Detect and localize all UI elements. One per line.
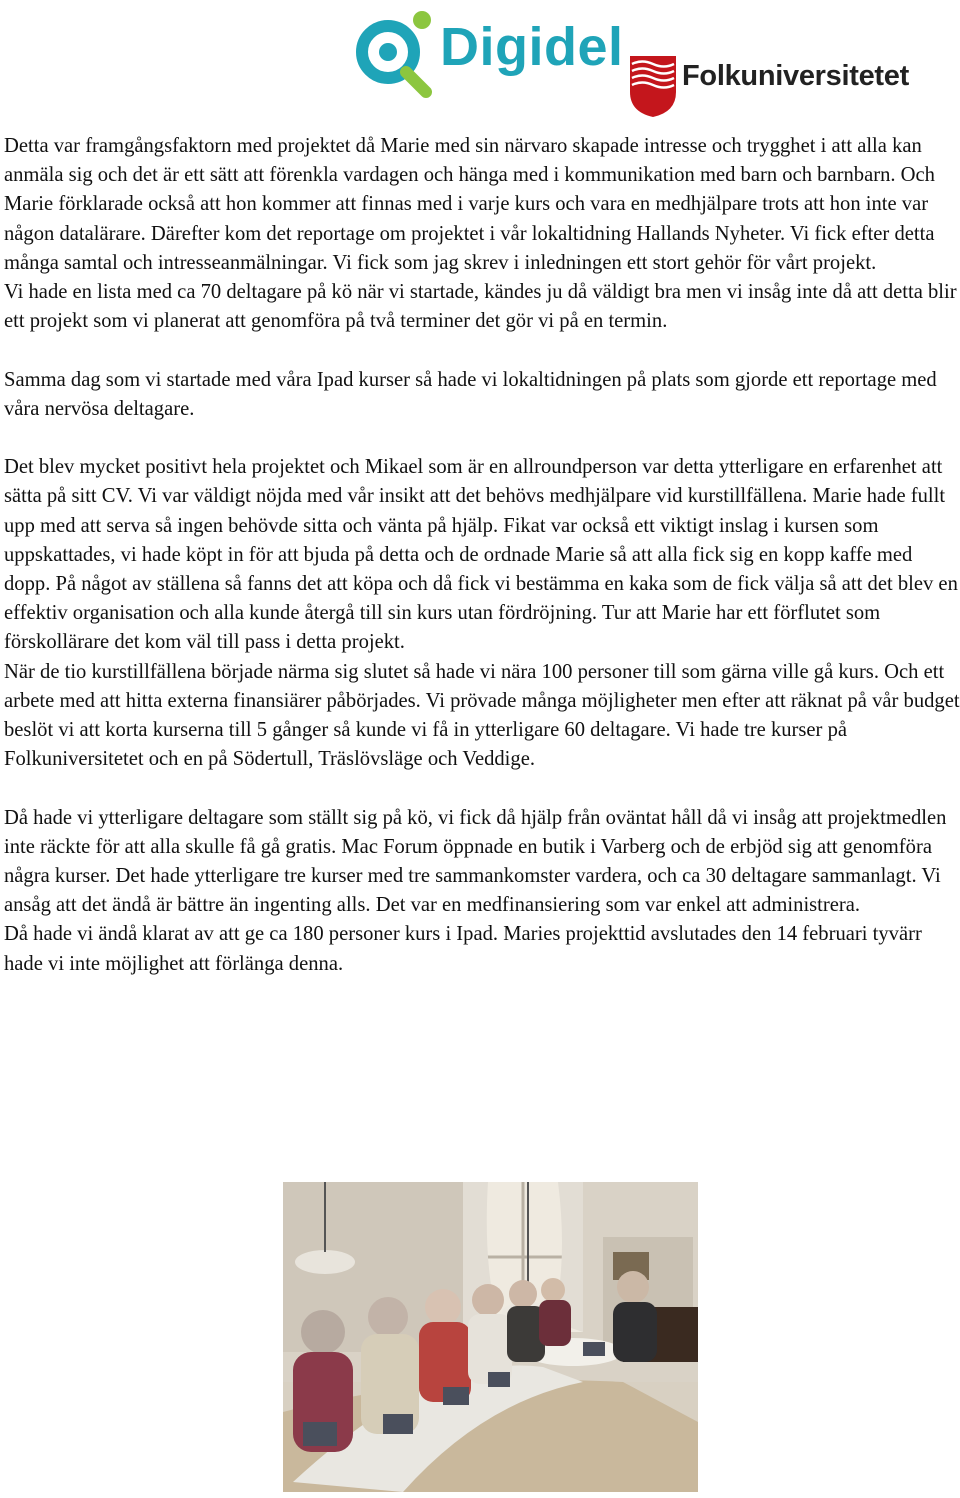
folkuniversitetet-logo — [628, 54, 948, 120]
course-photo-illustration — [283, 1182, 698, 1492]
paragraph: Då hade vi ytterligare deltagare som ställt sig på kö, vi fick då hjälp från oväntat håll då vi insåg att projektmedlen inte räckte för att alla skulle få gå gratis. Mac Forum öppnade en butik i Varberg och de erbjöd sig att genomföra några kurser. Det hade ytterligare tre kurser med tre sammankomster vardera, och ca 30 deltagare sammanlagt. Vi ansåg att det ändå är bättre än ingenting alls. Det var en medfinansiering som var enkel att administrera. — [4, 806, 947, 917]
paragraph: När de tio kurstillfällena började närma sig slutet så hade vi nära 100 personer till som gärna ville gå kurs. Och ett arbete med att hitta externa finansiärer påbörjades. Vi prövade många möjligheter men efter att räknat på vår budget beslöt vi att korta kurserna till 5 gånger så kunde vi få in ytterligare 60 deltagare. Vi hade tre kurser på Folkuniversitetet och en på Södertull, Träslövsläge och Veddige. — [4, 660, 960, 771]
document-body — [4, 132, 960, 979]
paragraph: Detta var framgångsfaktorn med projektet då Marie med sin närvaro skapade intresse och trygghet i att alla kan anmäla sig och det är ett sätt att förenkla vardagen och hänga med i kommunikation med barn och barnbarn. Och Marie förklarade också att hon kommer att finnas med i varje kurs och vara en medhjälpare trots att hon inte var någon datalärare. Därefter kom det reportage om projektet i vår lokaltidning Hallands Nyheter. Vi fick efter detta många samtal och intresseanmälningar. Vi fick som jag skrev i inledningen ett stort gehör för vårt projekt. — [4, 135, 935, 274]
paragraph: Samma dag som vi startade med våra Ipad kurser så hade vi lokaltidningen på plats som gjorde ett reportage med våra nervösa deltagare. — [4, 368, 937, 420]
digidel-logo — [350, 8, 624, 100]
paragraph: Det blev mycket positivt hela projektet och Mikael som är en allroundperson var detta ytterligare en erfarenhet att sätta på sitt CV. Vi var väldigt nöjda med vår insikt att det behövs medhjälpare vid kurstillfällena. Marie hade fullt upp med att serva så ingen behövde sitta och vänta på hjälp. Fikat var också ett viktigt inslag i kursen som uppskattades, vi hade köpt in för att bjuda på detta och de ordnade Marie så att alla fick sig en kopp kaffe med dopp. På något av ställena så fanns det att köpa och då fick vi bestämma en kaka som de fick välja så att det blev en effektiv organisation och alla kunde återgå till sin kurs utan fördröjning. Tur att Marie har ett förflutet som förskollärare det kom väl till pass i detta projekt. — [4, 456, 958, 654]
folkuniversitetet-logo-text: Folkuniversitetet — [682, 60, 909, 92]
digidel-logo-text: Digidel — [440, 17, 624, 77]
folkuniversitetet-shield-icon — [628, 54, 678, 118]
paragraph: Då hade vi ändå klarat av att ge ca 180 personer kurs i Ipad. Maries projekttid avslutades den 14 februari tyvärr hade vi inte möjlighet att förlänga denna. — [4, 923, 922, 975]
paragraph: Vi hade en lista med ca 70 deltagare på kö när vi startade, kändes ju då väldigt bra men vi insåg inte då att detta blir ett projekt som vi planerat att genomföra på två terminer det gör vi på en termin. — [4, 281, 957, 333]
course-photo — [283, 1182, 698, 1492]
digidel-magnifier-icon — [350, 8, 442, 100]
